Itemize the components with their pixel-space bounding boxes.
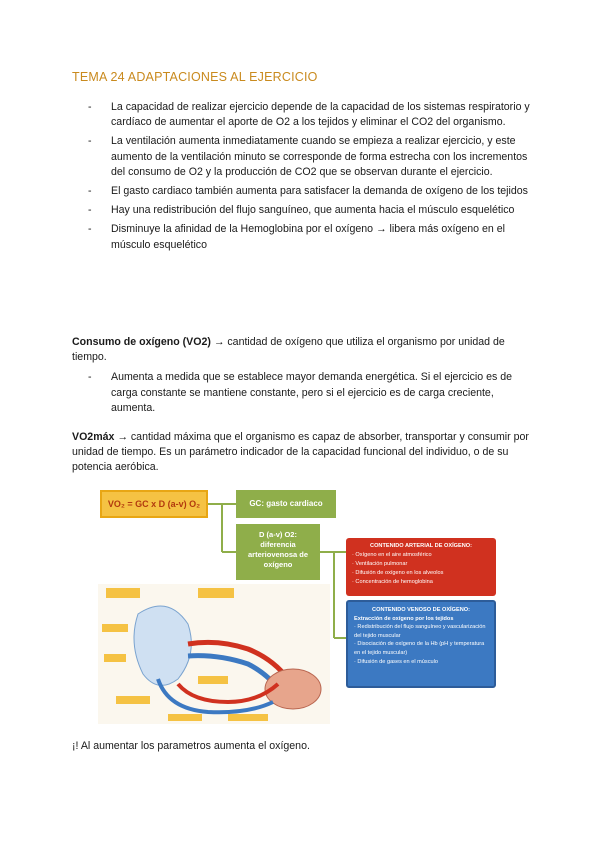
vo2max-term: VO2máx [72, 431, 115, 443]
oxygen-transport-illustration [98, 584, 330, 724]
venous-item: · Difusión de gases en el músculo [354, 658, 438, 665]
diferencia-arteriovenosa-box [236, 524, 320, 580]
venous-item: · Redistribución del flujo sanguíneo y vascularización del tejido muscular [354, 624, 486, 639]
arterial-item: · Concentración de hemoglobina [352, 579, 433, 585]
bullet-text: La capacidad de realizar ejercicio depende de la capacidad de los sistemas respiratorio y cardíaco de aumentar el aporte de O2 a los tejidos y eliminar el CO2 del organismo. [111, 101, 530, 129]
vo2-definition-text: → cantidad de oxígeno que utiliza el organismo por unidad de tiempo. [72, 336, 505, 364]
vo2max-definition [72, 430, 532, 476]
vo2-definition [72, 335, 532, 420]
list-item: - La ventilación aumenta inmediatamente cuando se empieza a realizar ejercicio, y este aumento de la ventilación minuto se corresponde de forma estrecha con los incrementos del consumo de O2 y la producción de CO2 que se observan durante el ejercicio. [88, 135, 528, 178]
bullet-text: El gasto cardiaco también aumenta para satisfacer la demanda de oxígeno de los tejidos [111, 185, 528, 198]
list-item: - La capacidad de realizar ejercicio depende de la capacidad de los sistemas respiratorio y cardíaco de aumentar el aporte de O2 a los tejidos y eliminar el CO2 del organismo. [88, 101, 530, 129]
arterial-header: CONTENIDO ARTERIAL DE OXÍGENO: [370, 543, 472, 549]
vo2-term: Consumo de oxígeno (VO2) [72, 336, 211, 348]
vo2-diagram [98, 488, 498, 724]
bullet-text: La ventilación aumenta inmediatamente cuando se empieza a realizar ejercicio, y este aumento de la ventilación minuto se corresponde de forma estrecha con los incrementos del consumo de O2 y la producción de CO2 que se observan durante el ejercicio. [111, 135, 528, 178]
footer-note: ¡! Al aumentar los parametros aumenta el oxígeno. [72, 740, 310, 752]
vo2max-definition-text: → cantidad máxima que el organismo es capaz de absorber, transportar y consumir por unidad de tiempo. Es un parámetro indicador de la capacidad funcional del individuo, o de su potencia aeróbica. [72, 431, 529, 474]
arterial-content-box [346, 538, 496, 596]
list-item: - Disminuye la afinidad de la Hemoglobina por el oxígeno → libera más oxígeno en el músculo esquelético [88, 223, 505, 251]
dav-description: diferencia arteriovenosa de oxígeno [247, 540, 309, 569]
intro-bullet-list [72, 100, 532, 257]
bullet-text: Aumenta a medida que se establece mayor demanda energética. Si el ejercicio es de carga constante se mantiene constante, pero si el ejercicio es de carga creciente, aumenta. [111, 371, 513, 414]
arterial-item: · Oxígeno en el aire atmosférico [352, 552, 432, 558]
venous-content-box [346, 600, 496, 688]
list-item: - Hay una redistribución del flujo sanguíneo, que aumenta hacia el músculo esquelético [88, 204, 515, 217]
dav-title: D (a-v) O2: [259, 530, 297, 539]
bullet-text: Disminuye la afinidad de la Hemoglobina por el oxígeno → libera más oxígeno en el músculo esquelético [111, 223, 505, 251]
bullet-text: Hay una redistribución del flujo sanguíneo, que aumenta hacia el músculo esquelético [111, 204, 515, 217]
arterial-item: · Ventilación pulmonar [352, 561, 408, 567]
arterial-item: · Difusión de oxígeno en los alveolos [352, 570, 444, 576]
list-item: - Aumenta a medida que se establece mayor demanda energética. Si el ejercicio es de carga constante se mantiene constante, pero si el ejercicio es de carga creciente, aumenta. [88, 371, 513, 414]
list-item: - El gasto cardiaco también aumenta para satisfacer la demanda de oxígeno de los tejidos [88, 185, 528, 198]
venous-subheader: Extracción de oxígeno por los tejidos [354, 615, 454, 622]
page-title: TEMA 24 ADAPTACIONES AL EJERCICIO [72, 70, 318, 84]
vo2-formula-box: VO₂ = GC x D (a-v) O₂ [100, 490, 208, 518]
gasto-cardiaco-box: GC: gasto cardiaco [236, 490, 336, 518]
venous-item: · Disociación de oxígeno de la Hb (pH y temperatura en el tejido muscular) [354, 641, 485, 656]
venous-header: CONTENIDO VENOSO DE OXÍGENO: [372, 607, 470, 613]
